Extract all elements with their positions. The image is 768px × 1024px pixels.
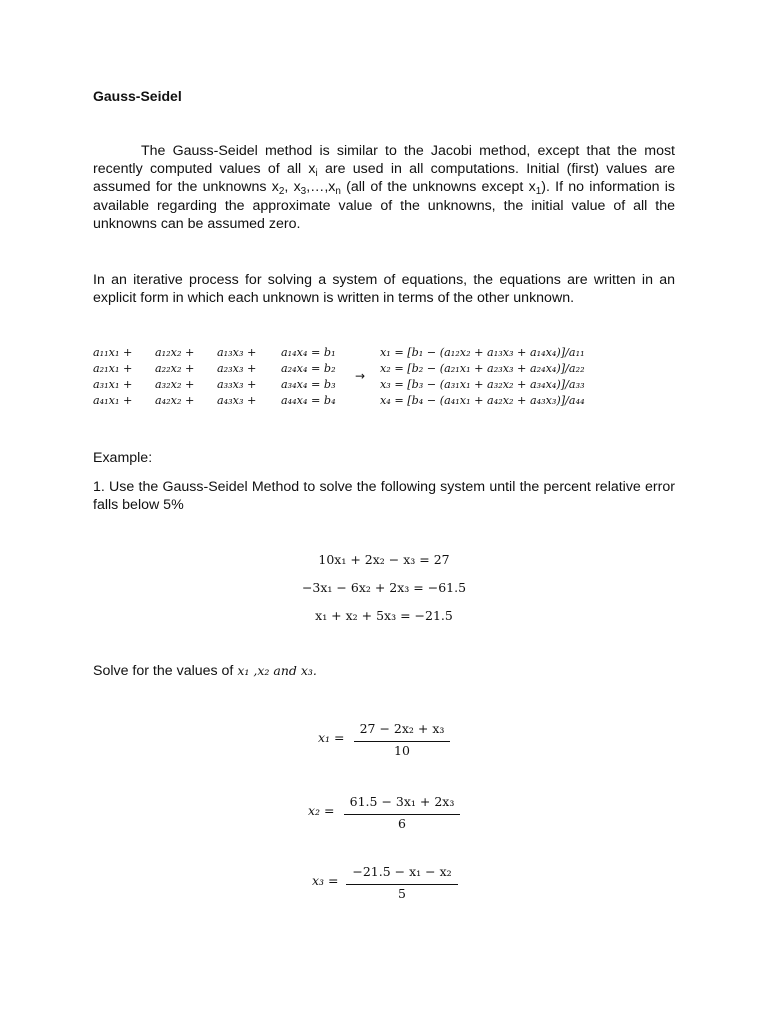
question-text: 1. Use the Gauss-Seidel Method to solve the following system until the percent relative error falls below 5% bbox=[93, 479, 675, 514]
solve-for-line: Solve for the values of x₁ ,x₂ and x₃. bbox=[93, 663, 317, 679]
explicit-row: x₁ = [b₁ − (a₁₂x₂ + a₁₃x₃ + a₁₄x₄)]/a₁₁ bbox=[380, 346, 585, 359]
linear-system bbox=[93, 345, 336, 409]
equation-2: −3x₁ − 6x₂ + 2x₃ = −61.5 bbox=[301, 580, 467, 595]
explicit-system bbox=[380, 345, 585, 409]
explicit-row: x₂ = [b₂ − (a₂₁x₁ + a₂₃x₃ + a₂₄x₄)]/a₂₂ bbox=[380, 362, 585, 375]
document-page: Gauss-Seidel The Gauss-Seidel method is similar to the Jacobi method, except that the most recently computed values of all $x_i$ are used in all computations. Initial (first) values are assumed for the unknowns $x_2$, $x_3,\dots,x_n$ (all of the unknowns except $x_1$). If no information is available regarding the approximate value of the unknowns, the initial value of all the unknowns can be assumed zero. In an iterative process for solving a system of equations, the equations are written in an explicit form in which each unknown is written in terms of the other unknown. a₁₁x₁ + a₁₂x₂ + a₁₃x₃ + a₁₄x₄ = b₁ a₂₁x₁ + a₂₂x₂ + a₂₃x₃ + a₂₄x₄ = b₂ a₃₁x₁ + a₃₂x₂ + a₃₃x₃ + a₃₄x₄ = b₃ a₄₁x₁ + a₄₂x₂ + a₄₃x₃ + a₄₄x₄ = b₄ → x₁ = [b₁ − (a₁₂x₂ + a₁₃x₃ + a₁₄x₄)]/a₁₁ x₂ = [b₂ − (a₂₁x₁ + a₂₃x₃ + a₂₄x₄)]/a₂₂ x₃ = [b₃ − (a₃₁x₁ + a₃₂x₂ + a₃₄x₄)]/a₃₃ x₄ = [b₄ − (a₄₁x₁ + a₄₂x₂ + a₄₃x₃)]/a₄₄ Example: 1. Use the Gauss-Seidel Method to solve the following system until the percent relative error falls below 5% 10x₁ + 2x₂ − x₃ = 27 −3x₁ − 6x₂ + 2x₃ = −61.5 x₁ + x₂ + 5x₃ = −21.5 Solve for the values of x₁ ,x₂ and x₃. x₁ = 27 − 2x₂ + x₃ 10 x₂ = 61.5 − 3x₁ + 2x₃ 6 x₃ = −21.5 − x₁ − x₂ 5 bbox=[0, 0, 768, 1024]
fraction-bar bbox=[346, 884, 458, 885]
example-label: Example: bbox=[93, 450, 153, 466]
right-arrow-icon: → bbox=[355, 369, 366, 383]
intro-paragraph: The Gauss-Seidel method is similar to the Jacobi method, except that the most recently computed values of all $x_i$ are used in all computations. Initial (first) values are assumed for the unknowns $x_2$, $x_3,\dots,x_n$ (all of the unknowns except $x_1$). If no information is available regarding the approximate value of the unknowns, the initial value of all the unknowns can be assumed zero. bbox=[93, 143, 676, 232]
page-title: Gauss-Seidel bbox=[93, 88, 182, 104]
explicit-row: x₃ = [b₃ − (a₃₁x₁ + a₃₂x₂ + a₃₄x₄)]/a₃₃ bbox=[380, 378, 585, 391]
equation-1: 10x₁ + 2x₂ − x₃ = 27 bbox=[318, 552, 450, 567]
system-row: a₄₁x₁ + a₄₂x₂ + a₄₃x₃ + a₄₄x₄ = b₄ bbox=[93, 394, 336, 407]
system-row: a₂₁x₁ + a₂₂x₂ + a₂₃x₃ + a₂₄x₄ = b₂ bbox=[93, 362, 336, 375]
system-row: a₁₁x₁ + a₁₂x₂ + a₁₃x₃ + a₁₄x₄ = b₁ bbox=[93, 346, 336, 359]
explicit-row: x₄ = [b₄ − (a₄₁x₁ + a₄₂x₂ + a₄₃x₃)]/a₄₄ bbox=[380, 394, 585, 407]
equation-3: x₁ + x₂ + 5x₃ = −21.5 bbox=[315, 608, 453, 623]
iterative-paragraph: In an iterative process for solving a system of equations, the equations are written in an explicit form in which each unknown is written in terms of the other unknown. bbox=[93, 272, 675, 307]
fraction-bar bbox=[344, 814, 460, 815]
system-row: a₃₁x₁ + a₃₂x₂ + a₃₃x₃ + a₃₄x₄ = b₃ bbox=[93, 378, 336, 391]
fraction-bar bbox=[354, 741, 450, 742]
